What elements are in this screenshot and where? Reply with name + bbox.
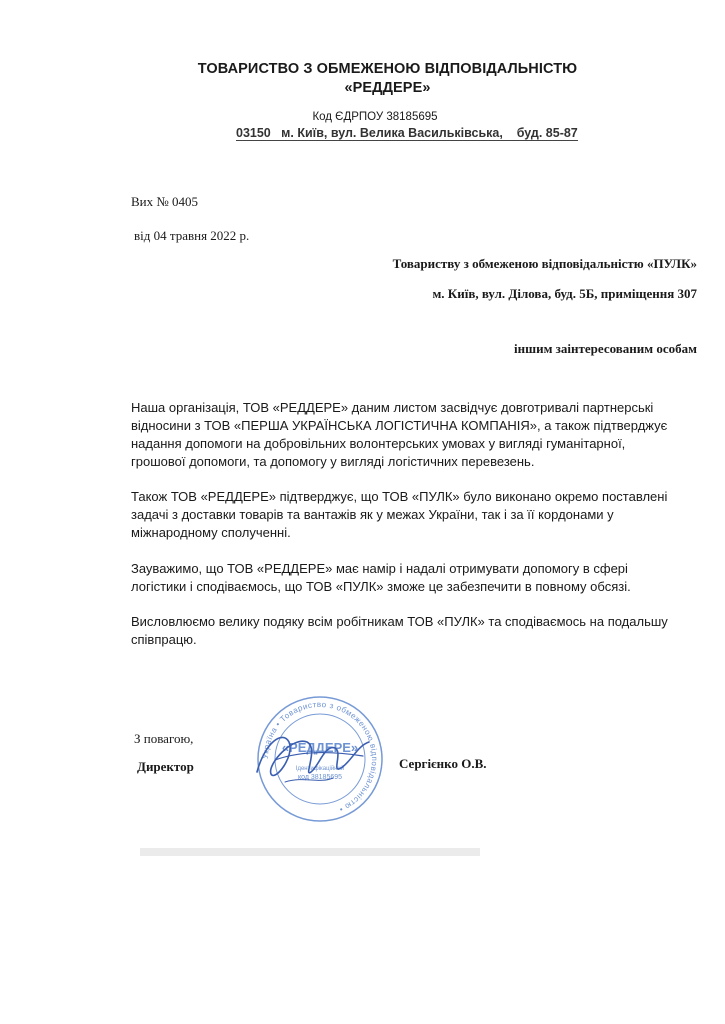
stamp-center-sub: Ідентифікаційний [295,766,345,772]
stamp-center-text: «РЕДДЕРЕ» [281,740,359,755]
closing-regards: З повагою, [134,731,194,746]
signatory-name: Сергієнко О.В. [399,756,487,771]
body-paragraph-4: Висловлюємо велику подяку всім робітникам ТОВ «ПУЛК» та сподіваємось на подальшу співпрацю. [131,614,668,647]
outgoing-number: Вих № 0405 [131,194,199,209]
recipient-others: іншим заінтересованим особам [514,341,697,356]
body-paragraph-2: Також ТОВ «РЕДДЕРЕ» підтверджує, що ТОВ «ПУЛК» було виконано окремо поставлені задачі з доставки товарів та вантажів як у межах України, так і за її кордонами у міжнародному сполученні. [131,489,668,540]
outgoing-date: від 04 травня 2022 р. [134,228,250,243]
recipient-company: Товариству з обмеженою відповідальністю «ПУЛК» [392,256,697,271]
edrpou-code: Код ЄДРПОУ 38185695 [312,111,438,123]
faint-bleedthrough-mark [140,846,480,858]
stamp-ring-text: Україна • Товариство з обмеженою відповідальністю • [260,699,380,815]
recipient-address: м. Київ, вул. Ділова, буд. 5Б, приміщення 307 [432,286,697,301]
stamp-code: код 38185695 [297,774,343,781]
company-name-line2: «РЕДДЕРЕ» [344,80,431,96]
body-paragraph-1: Наша організація, ТОВ «РЕДДЕРЕ» даним листом засвідчує довготривалі партнерські відносини з ТОВ «ПЕРША УКРАЇНСЬКА ЛОГІСТИЧНА КОМПАНІЯ», а також підтверджує надання допомоги на добровільних волонтерських умовах у вигляді гуманітарної, грошової допомоги, та допомогу у вигляді логістичних перевезень. [131,400,668,469]
signatory-position: Директор [137,759,194,774]
director-signature [245,712,385,802]
body-paragraph-3: Зауважимо, що ТОВ «РЕДДЕРЕ» має намір і надалі отримувати допомогу в сфері логістики і сподіваємось, що ТОВ «ПУЛК» зможе це забезпечити в повному обсязі. [131,561,631,594]
company-address: 03150 м. Київ, вул. Велика Васильківська, буд. 85-87 [236,126,578,140]
company-name-line1: ТОВАРИСТВО З ОБМЕЖЕНОЮ ВІДПОВІДАЛЬНІСТЮ [197,61,578,77]
